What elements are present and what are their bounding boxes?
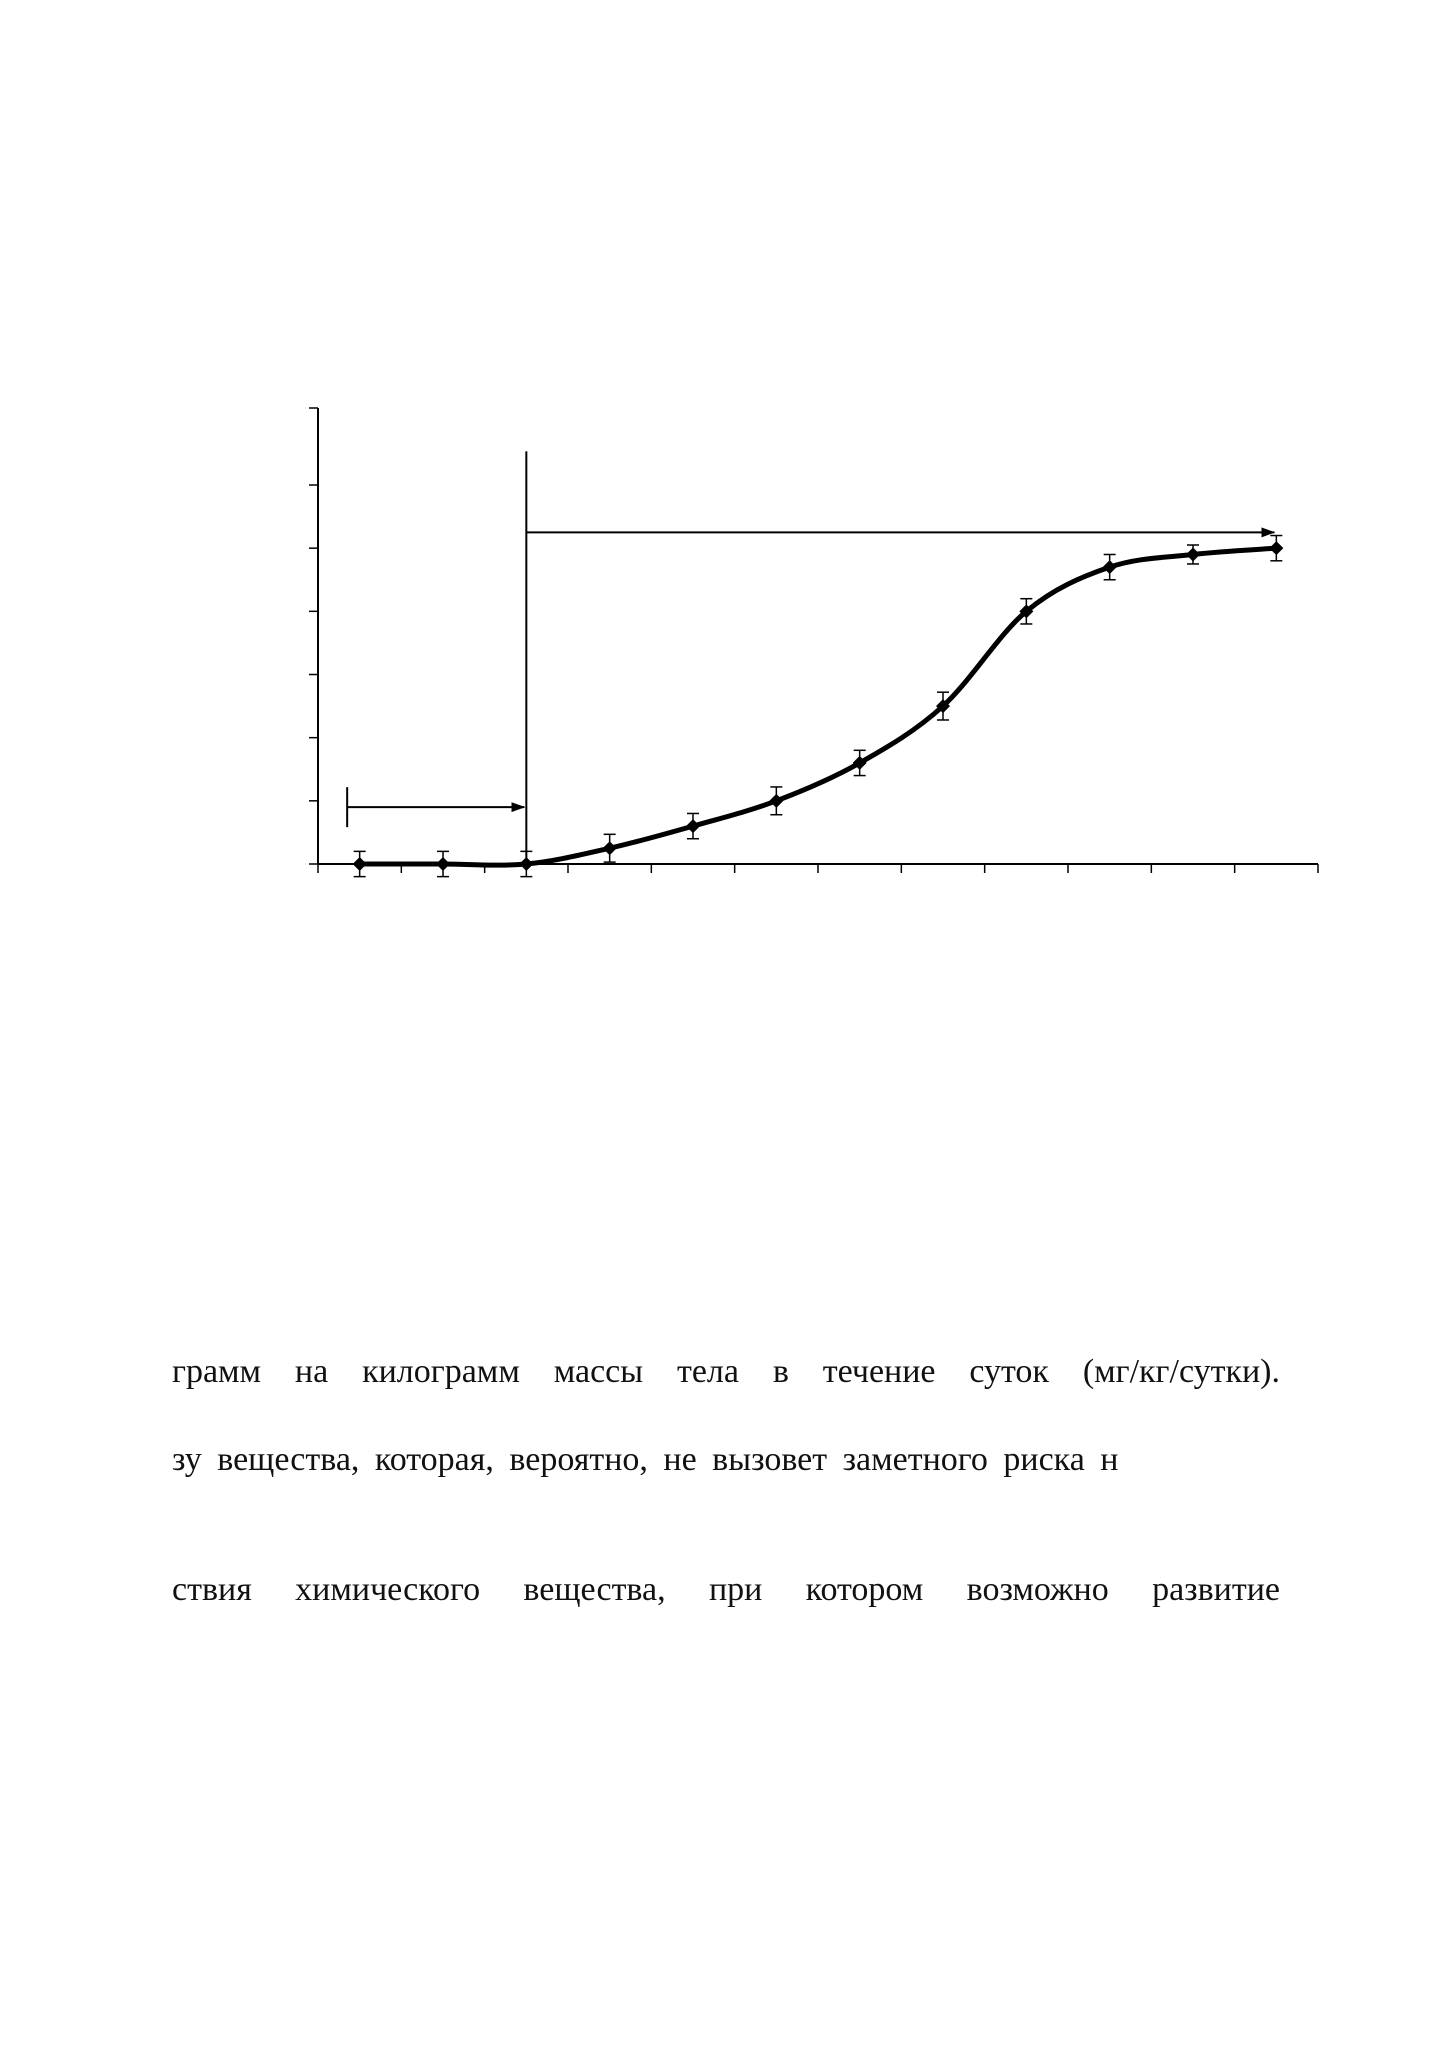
series-line (360, 548, 1277, 865)
data-point (1269, 541, 1283, 555)
text-line-3: ствия химического вещества, при котором возможно развитие (172, 1571, 1280, 1608)
data-point (686, 819, 700, 833)
dose-response-chart (0, 0, 1449, 1000)
data-point (436, 857, 450, 871)
text-line-1: грамм на килограмм массы тела в течение суток (мг/кг/сутки). (172, 1353, 1280, 1390)
data-point (1103, 560, 1117, 574)
data-point (1186, 547, 1200, 561)
data-point (353, 857, 367, 871)
text-line-2: зу вещества, которая, вероятно, не вызовет заметного риска н (172, 1441, 1119, 1478)
data-point (769, 794, 783, 808)
data-point (603, 841, 617, 855)
data-point (519, 857, 533, 871)
